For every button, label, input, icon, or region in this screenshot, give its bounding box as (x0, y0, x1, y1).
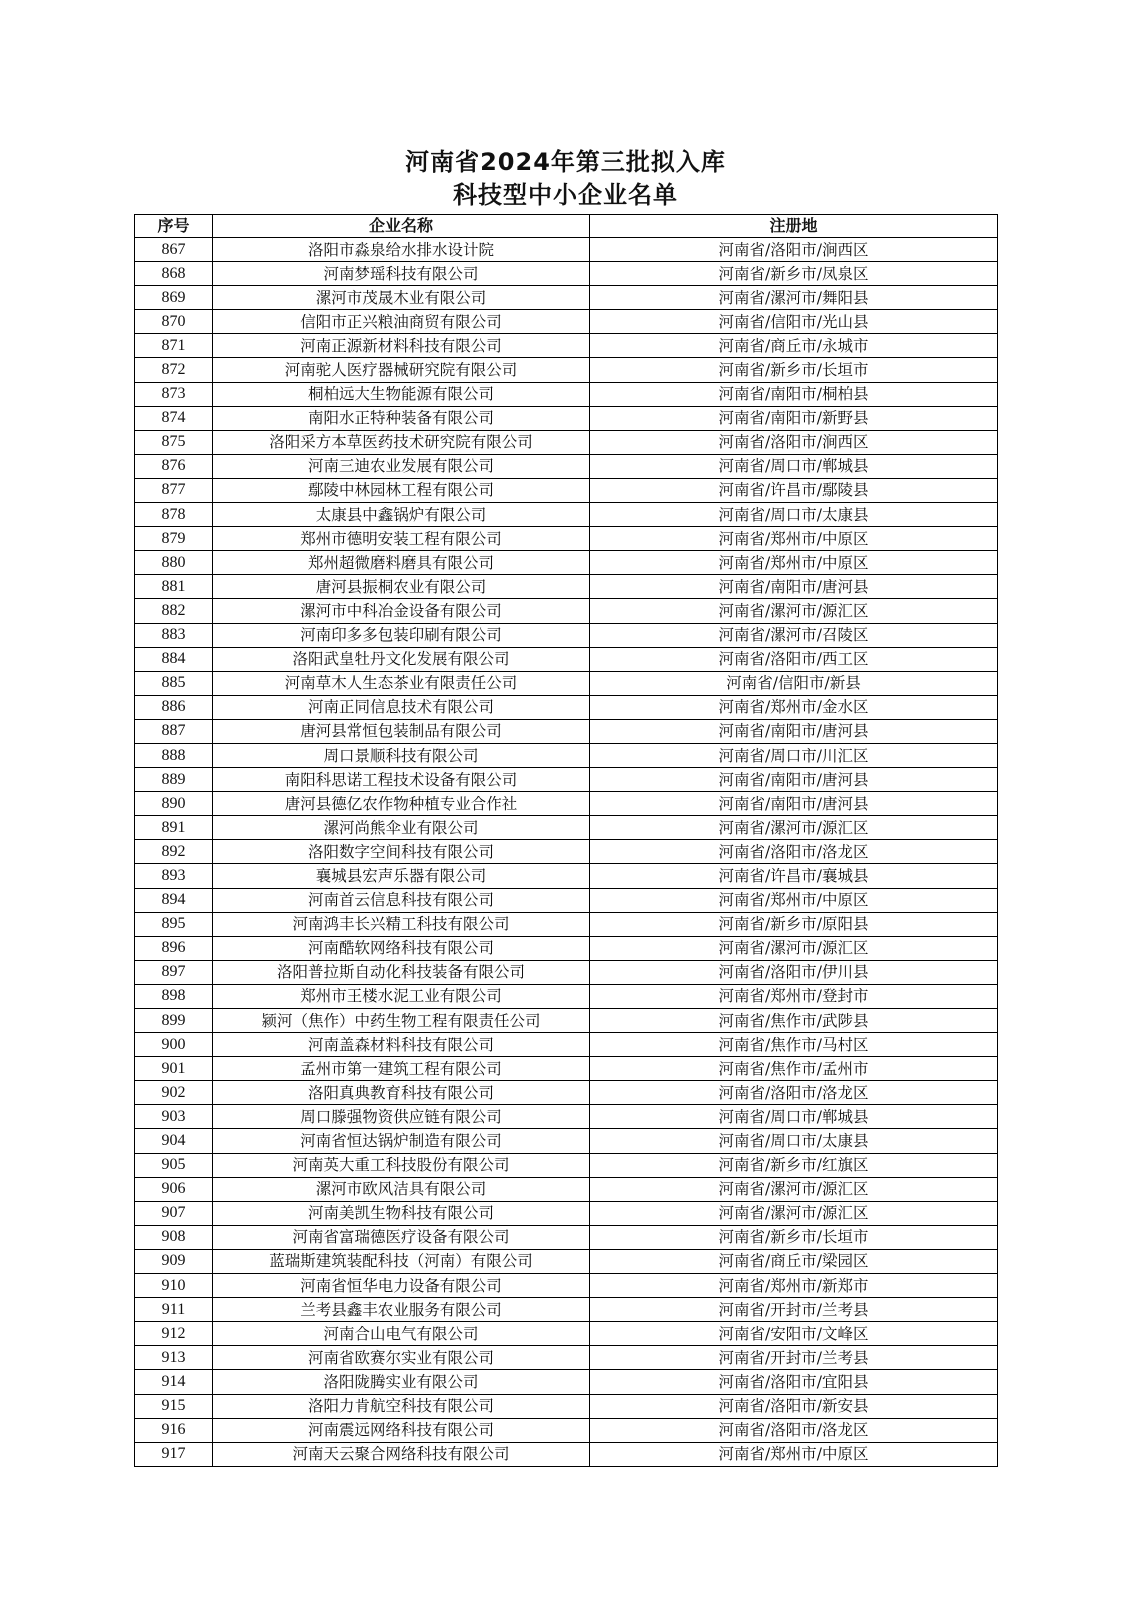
serial-number-cell: 889 (135, 768, 213, 792)
table-row (135, 599, 998, 623)
registered-location-cell: 河南省/开封市/兰考县 (590, 1346, 998, 1370)
serial-number-cell: 917 (135, 1442, 213, 1466)
enterprise-name-cell: 洛阳陇腾实业有限公司 (213, 1370, 590, 1394)
enterprise-name-cell: 河南美凯生物科技有限公司 (213, 1201, 590, 1225)
registered-location-cell: 河南省/南阳市/新野县 (590, 406, 998, 430)
registered-location-cell: 河南省/南阳市/唐河县 (590, 768, 998, 792)
table-row (135, 382, 998, 406)
table-row (135, 623, 998, 647)
registered-location-cell: 河南省/漯河市/舞阳县 (590, 286, 998, 310)
serial-number-cell: 897 (135, 960, 213, 984)
serial-number-cell: 874 (135, 406, 213, 430)
serial-number-cell: 894 (135, 888, 213, 912)
serial-number-cell: 877 (135, 478, 213, 502)
registered-location-cell: 河南省/商丘市/梁园区 (590, 1249, 998, 1273)
table-row (135, 1225, 998, 1249)
registered-location-cell: 河南省/信阳市/光山县 (590, 310, 998, 334)
enterprise-name-cell: 河南英大重工科技股份有限公司 (213, 1153, 590, 1177)
enterprise-name-cell: 漯河尚熊伞业有限公司 (213, 816, 590, 840)
registered-location-cell: 河南省/漯河市/源汇区 (590, 599, 998, 623)
enterprise-name-cell: 信阳市正兴粮油商贸有限公司 (213, 310, 590, 334)
registered-location-cell: 河南省/郑州市/中原区 (590, 551, 998, 575)
registered-location-cell: 河南省/新乡市/长垣市 (590, 358, 998, 382)
enterprise-name-cell: 河南省富瑞德医疗设备有限公司 (213, 1225, 590, 1249)
table-row (135, 1057, 998, 1081)
registered-location-cell: 河南省/周口市/太康县 (590, 503, 998, 527)
serial-number-cell: 900 (135, 1033, 213, 1057)
registered-location-cell: 河南省/郑州市/金水区 (590, 695, 998, 719)
table-row (135, 1418, 998, 1442)
header-enterprise-name: 企业名称 (213, 215, 590, 238)
serial-number-cell: 890 (135, 792, 213, 816)
enterprise-name-cell: 太康县中鑫锅炉有限公司 (213, 503, 590, 527)
enterprise-name-cell: 河南震远网络科技有限公司 (213, 1418, 590, 1442)
registered-location-cell: 河南省/焦作市/武陟县 (590, 1009, 998, 1033)
registered-location-cell: 河南省/郑州市/新郑市 (590, 1274, 998, 1298)
table-row (135, 719, 998, 743)
serial-number-cell: 871 (135, 334, 213, 358)
registered-location-cell: 河南省/洛阳市/伊川县 (590, 960, 998, 984)
enterprise-name-cell: 河南三迪农业发展有限公司 (213, 454, 590, 478)
table-row (135, 1177, 998, 1201)
enterprise-name-cell: 南阳科思诺工程技术设备有限公司 (213, 768, 590, 792)
registered-location-cell: 河南省/洛阳市/洛龙区 (590, 1418, 998, 1442)
serial-number-cell: 898 (135, 984, 213, 1008)
table-row (135, 647, 998, 671)
table-row (135, 695, 998, 719)
document-title-line1: 河南省2024年第三批拟入库 (405, 148, 726, 176)
table-row (135, 840, 998, 864)
table-row (135, 1322, 998, 1346)
enterprise-name-cell: 兰考县鑫丰农业服务有限公司 (213, 1298, 590, 1322)
enterprise-name-cell: 郑州市王楼水泥工业有限公司 (213, 984, 590, 1008)
table-row (135, 527, 998, 551)
table-row (135, 768, 998, 792)
enterprise-name-cell: 颍河（焦作）中药生物工程有限责任公司 (213, 1009, 590, 1033)
serial-number-cell: 905 (135, 1153, 213, 1177)
enterprise-name-cell: 洛阳武皇牡丹文化发展有限公司 (213, 647, 590, 671)
registered-location-cell: 河南省/漯河市/召陵区 (590, 623, 998, 647)
serial-number-cell: 888 (135, 743, 213, 767)
table-row (135, 1009, 998, 1033)
table-row (135, 286, 998, 310)
serial-number-cell: 882 (135, 599, 213, 623)
serial-number-cell: 907 (135, 1201, 213, 1225)
serial-number-cell: 868 (135, 262, 213, 286)
registered-location-cell: 河南省/新乡市/长垣市 (590, 1225, 998, 1249)
table-row (135, 984, 998, 1008)
registered-location-cell: 河南省/郑州市/登封市 (590, 984, 998, 1008)
serial-number-cell: 876 (135, 454, 213, 478)
registered-location-cell: 河南省/南阳市/唐河县 (590, 792, 998, 816)
serial-number-cell: 875 (135, 430, 213, 454)
enterprise-name-cell: 唐河县振桐农业有限公司 (213, 575, 590, 599)
registered-location-cell: 河南省/洛阳市/洛龙区 (590, 840, 998, 864)
enterprise-name-cell: 唐河县常恒包装制品有限公司 (213, 719, 590, 743)
registered-location-cell: 河南省/郑州市/中原区 (590, 527, 998, 551)
header-serial-number: 序号 (135, 215, 213, 238)
registered-location-cell: 河南省/洛阳市/宜阳县 (590, 1370, 998, 1394)
serial-number-cell: 891 (135, 816, 213, 840)
registered-location-cell: 河南省/开封市/兰考县 (590, 1298, 998, 1322)
table-row (135, 888, 998, 912)
registered-location-cell: 河南省/漯河市/源汇区 (590, 1177, 998, 1201)
table-row (135, 358, 998, 382)
table-row (135, 960, 998, 984)
enterprise-name-cell: 唐河县德亿农作物种植专业合作社 (213, 792, 590, 816)
enterprise-name-cell: 河南驼人医疗器械研究院有限公司 (213, 358, 590, 382)
enterprise-name-cell: 河南天云聚合网络科技有限公司 (213, 1442, 590, 1466)
serial-number-cell: 906 (135, 1177, 213, 1201)
serial-number-cell: 879 (135, 527, 213, 551)
enterprise-name-cell: 漯河市欧风洁具有限公司 (213, 1177, 590, 1201)
serial-number-cell: 869 (135, 286, 213, 310)
enterprise-table (134, 214, 998, 1467)
header-registered-location: 注册地 (590, 215, 998, 238)
serial-number-cell: 910 (135, 1274, 213, 1298)
table-row (135, 478, 998, 502)
enterprise-name-cell: 孟州市第一建筑工程有限公司 (213, 1057, 590, 1081)
registered-location-cell: 河南省/洛阳市/洛龙区 (590, 1081, 998, 1105)
serial-number-cell: 911 (135, 1298, 213, 1322)
table-row (135, 1370, 998, 1394)
serial-number-cell: 880 (135, 551, 213, 575)
registered-location-cell: 河南省/郑州市/中原区 (590, 1442, 998, 1466)
serial-number-cell: 878 (135, 503, 213, 527)
serial-number-cell: 909 (135, 1249, 213, 1273)
table-body (135, 238, 998, 1467)
table-row (135, 743, 998, 767)
table-row (135, 430, 998, 454)
enterprise-name-cell: 周口滕强物资供应链有限公司 (213, 1105, 590, 1129)
table-header (135, 215, 998, 238)
enterprise-name-cell: 漯河市茂晟木业有限公司 (213, 286, 590, 310)
table-row (135, 1105, 998, 1129)
registered-location-cell: 河南省/周口市/郸城县 (590, 1105, 998, 1129)
registered-location-cell: 河南省/周口市/郸城县 (590, 454, 998, 478)
table-row (135, 334, 998, 358)
serial-number-cell: 899 (135, 1009, 213, 1033)
registered-location-cell: 河南省/商丘市/永城市 (590, 334, 998, 358)
enterprise-name-cell: 郑州超微磨料磨具有限公司 (213, 551, 590, 575)
enterprise-name-cell: 洛阳力肯航空科技有限公司 (213, 1394, 590, 1418)
enterprise-name-cell: 鄢陵中林园林工程有限公司 (213, 478, 590, 502)
table-row (135, 912, 998, 936)
table-row (135, 671, 998, 695)
table-row (135, 816, 998, 840)
registered-location-cell: 河南省/郑州市/中原区 (590, 888, 998, 912)
enterprise-name-cell: 河南正源新材料科技有限公司 (213, 334, 590, 358)
table-row (135, 864, 998, 888)
enterprise-name-cell: 河南省恒华电力设备有限公司 (213, 1274, 590, 1298)
table-row (135, 575, 998, 599)
document-title-line2: 科技型中小企业名单 (453, 181, 678, 209)
enterprise-name-cell: 河南首云信息科技有限公司 (213, 888, 590, 912)
enterprise-name-cell: 漯河市中科冶金设备有限公司 (213, 599, 590, 623)
registered-location-cell: 河南省/新乡市/原阳县 (590, 912, 998, 936)
registered-location-cell: 河南省/周口市/太康县 (590, 1129, 998, 1153)
table-row (135, 792, 998, 816)
enterprise-name-cell: 洛阳普拉斯自动化科技装备有限公司 (213, 960, 590, 984)
enterprise-name-cell: 南阳水正特种装备有限公司 (213, 406, 590, 430)
enterprise-name-cell: 郑州市德明安装工程有限公司 (213, 527, 590, 551)
enterprise-name-cell: 河南梦瑶科技有限公司 (213, 262, 590, 286)
registered-location-cell: 河南省/许昌市/鄢陵县 (590, 478, 998, 502)
registered-location-cell: 河南省/信阳市/新县 (590, 671, 998, 695)
serial-number-cell: 883 (135, 623, 213, 647)
table-row (135, 1129, 998, 1153)
enterprise-name-cell: 蓝瑞斯建筑装配科技（河南）有限公司 (213, 1249, 590, 1273)
table-row (135, 1249, 998, 1273)
serial-number-cell: 884 (135, 647, 213, 671)
serial-number-cell: 893 (135, 864, 213, 888)
enterprise-name-cell: 河南省恒达锅炉制造有限公司 (213, 1129, 590, 1153)
serial-number-cell: 912 (135, 1322, 213, 1346)
enterprise-name-cell: 洛阳真典教育科技有限公司 (213, 1081, 590, 1105)
serial-number-cell: 903 (135, 1105, 213, 1129)
registered-location-cell: 河南省/漯河市/源汇区 (590, 816, 998, 840)
enterprise-name-cell: 河南酷软网络科技有限公司 (213, 936, 590, 960)
serial-number-cell: 915 (135, 1394, 213, 1418)
registered-location-cell: 河南省/漯河市/源汇区 (590, 1201, 998, 1225)
serial-number-cell: 902 (135, 1081, 213, 1105)
serial-number-cell: 914 (135, 1370, 213, 1394)
registered-location-cell: 河南省/许昌市/襄城县 (590, 864, 998, 888)
serial-number-cell: 916 (135, 1418, 213, 1442)
serial-number-cell: 873 (135, 382, 213, 406)
table-row (135, 454, 998, 478)
enterprise-name-cell: 河南合山电气有限公司 (213, 1322, 590, 1346)
table-row (135, 1081, 998, 1105)
table-row (135, 936, 998, 960)
serial-number-cell: 895 (135, 912, 213, 936)
registered-location-cell: 河南省/南阳市/桐柏县 (590, 382, 998, 406)
table-header-row (135, 215, 998, 238)
table-row (135, 1346, 998, 1370)
table-row (135, 238, 998, 262)
serial-number-cell: 913 (135, 1346, 213, 1370)
serial-number-cell: 896 (135, 936, 213, 960)
table-row (135, 1033, 998, 1057)
serial-number-cell: 908 (135, 1225, 213, 1249)
serial-number-cell: 904 (135, 1129, 213, 1153)
registered-location-cell: 河南省/洛阳市/涧西区 (590, 430, 998, 454)
serial-number-cell: 886 (135, 695, 213, 719)
enterprise-name-cell: 桐柏远大生物能源有限公司 (213, 382, 590, 406)
table-row (135, 1153, 998, 1177)
serial-number-cell: 885 (135, 671, 213, 695)
registered-location-cell: 河南省/南阳市/唐河县 (590, 719, 998, 743)
enterprise-name-cell: 周口景顺科技有限公司 (213, 743, 590, 767)
table-row (135, 1394, 998, 1418)
table-row (135, 262, 998, 286)
enterprise-name-cell: 河南盖森材料科技有限公司 (213, 1033, 590, 1057)
enterprise-name-cell: 襄城县宏声乐器有限公司 (213, 864, 590, 888)
registered-location-cell: 河南省/洛阳市/新安县 (590, 1394, 998, 1418)
table-row (135, 1274, 998, 1298)
table-row (135, 503, 998, 527)
registered-location-cell: 河南省/焦作市/孟州市 (590, 1057, 998, 1081)
enterprise-name-cell: 河南鸿丰长兴精工科技有限公司 (213, 912, 590, 936)
serial-number-cell: 881 (135, 575, 213, 599)
table-row (135, 1442, 998, 1466)
table-row (135, 310, 998, 334)
serial-number-cell: 867 (135, 238, 213, 262)
registered-location-cell: 河南省/新乡市/红旗区 (590, 1153, 998, 1177)
table-row (135, 1201, 998, 1225)
registered-location-cell: 河南省/漯河市/源汇区 (590, 936, 998, 960)
table-row (135, 1298, 998, 1322)
table-row (135, 406, 998, 430)
serial-number-cell: 887 (135, 719, 213, 743)
table-row (135, 551, 998, 575)
registered-location-cell: 河南省/洛阳市/西工区 (590, 647, 998, 671)
registered-location-cell: 河南省/南阳市/唐河县 (590, 575, 998, 599)
enterprise-name-cell: 洛阳数字空间科技有限公司 (213, 840, 590, 864)
registered-location-cell: 河南省/安阳市/文峰区 (590, 1322, 998, 1346)
enterprise-name-cell: 河南草木人生态茶业有限责任公司 (213, 671, 590, 695)
registered-location-cell: 河南省/新乡市/凤泉区 (590, 262, 998, 286)
registered-location-cell: 河南省/周口市/川汇区 (590, 743, 998, 767)
serial-number-cell: 872 (135, 358, 213, 382)
registered-location-cell: 河南省/洛阳市/涧西区 (590, 238, 998, 262)
registered-location-cell: 河南省/焦作市/马村区 (590, 1033, 998, 1057)
serial-number-cell: 901 (135, 1057, 213, 1081)
serial-number-cell: 870 (135, 310, 213, 334)
serial-number-cell: 892 (135, 840, 213, 864)
enterprise-name-cell: 河南印多多包装印刷有限公司 (213, 623, 590, 647)
enterprise-name-cell: 洛阳市淼泉给水排水设计院 (213, 238, 590, 262)
enterprise-name-cell: 洛阳采方本草医药技术研究院有限公司 (213, 430, 590, 454)
enterprise-name-cell: 河南正同信息技术有限公司 (213, 695, 590, 719)
enterprise-name-cell: 河南省欧赛尔实业有限公司 (213, 1346, 590, 1370)
